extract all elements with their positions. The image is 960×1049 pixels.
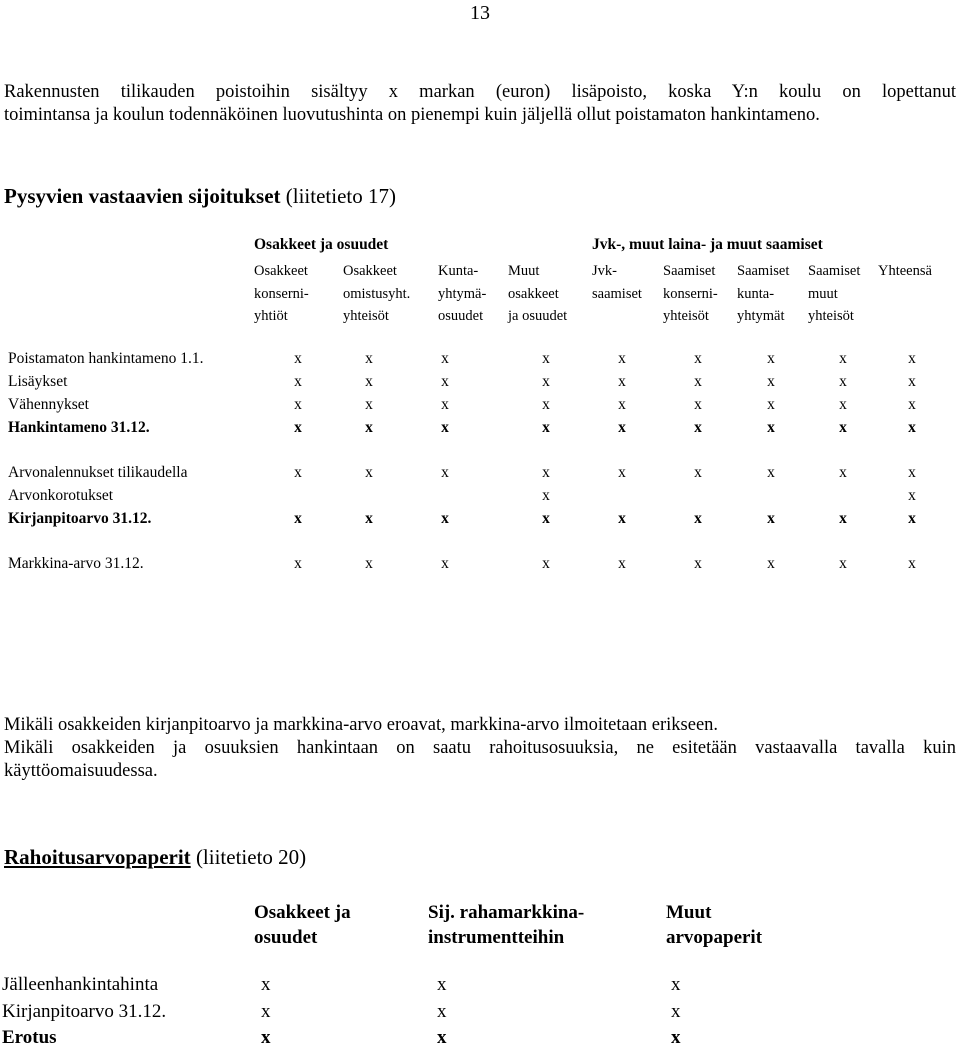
- table-cell: x: [908, 373, 916, 390]
- table-cell: x: [767, 350, 775, 367]
- intro-line-2: toimintansa ja koulun todennäköinen luovutushinta on pienempi kuin jäljellä ollut poistamaton hankintameno.: [4, 105, 820, 125]
- table-cell: x: [542, 419, 550, 436]
- table-cell: x: [437, 1027, 447, 1048]
- column-header-line: kunta-: [737, 285, 775, 302]
- column-header-line: muut: [808, 285, 838, 302]
- table-cell: x: [839, 373, 847, 390]
- column-header-line: omistusyht.: [343, 285, 411, 302]
- column-header-line: osakkeet: [508, 285, 559, 302]
- intro-line-1: Rakennusten tilikauden poistoihin sisältyy x markan (euron) lisäpoisto, koska Y:n koulu on lopettanut: [4, 82, 956, 102]
- table-cell: x: [908, 419, 916, 436]
- column-header-4: [508, 260, 567, 328]
- table-cell: x: [839, 555, 847, 572]
- table-cell: x: [839, 396, 847, 413]
- notes-line-3: käyttöomaisuudessa.: [4, 761, 158, 781]
- table-cell: x: [437, 1001, 447, 1022]
- notes-line-1: Mikäli osakkeiden kirjanpitoarvo ja markkina-arvo eroavat, markkina-arvo ilmoitetaan erikseen.: [4, 715, 719, 735]
- table-cell: x: [441, 350, 449, 367]
- table-cell: x: [441, 510, 449, 527]
- column-header-6: [663, 260, 718, 328]
- table-cell: x: [767, 396, 775, 413]
- row-label-market-value: Markkina-arvo 31.12.: [8, 555, 144, 572]
- table-cell: x: [694, 510, 702, 527]
- table-cell: x: [542, 396, 550, 413]
- fin-column-header-line: Osakkeet ja: [254, 902, 351, 923]
- column-header-line: yhteisöt: [808, 308, 854, 324]
- row-label-deductions: Vähennykset: [8, 396, 89, 413]
- table-cell: x: [441, 396, 449, 413]
- table-cell: x: [694, 464, 702, 481]
- table-cell: x: [294, 419, 302, 436]
- fin-column-header-2: [428, 900, 584, 950]
- table-cell: x: [542, 350, 550, 367]
- section1-title-rest: (liitetieto 17): [285, 184, 396, 208]
- table-cell: x: [618, 464, 626, 481]
- table-cell: x: [542, 510, 550, 527]
- column-header-3: [438, 260, 486, 328]
- column-header-8: [808, 260, 860, 328]
- column-header-line: yhtiöt: [254, 308, 288, 324]
- section1-title-bold: Pysyvien vastaavien sijoitukset: [4, 184, 281, 208]
- table-cell: x: [542, 555, 550, 572]
- column-header-line: Saamiset: [808, 263, 861, 279]
- table-cell: x: [441, 419, 449, 436]
- fin-column-header-3: [666, 900, 762, 950]
- table-cell: x: [694, 396, 702, 413]
- table-cell: x: [908, 464, 916, 481]
- fin-column-header-line: instrumentteihin: [428, 927, 565, 948]
- table-cell: x: [618, 373, 626, 390]
- page-number: 13: [470, 2, 490, 24]
- table-cell: x: [294, 373, 302, 390]
- table-cell: x: [618, 510, 626, 527]
- column-header-line: Jvk-: [592, 263, 617, 279]
- fin-row-label-difference: Erotus: [2, 1027, 57, 1048]
- table-cell: x: [618, 396, 626, 413]
- table-cell: x: [839, 510, 847, 527]
- table-cell: x: [542, 464, 550, 481]
- row-label-revaluations: Arvonkorotukset: [8, 487, 114, 504]
- table-cell: x: [261, 974, 271, 995]
- column-header-line: Saamiset: [737, 263, 790, 279]
- column-header-line: Osakkeet: [343, 263, 397, 279]
- group-header-shares: Osakkeet ja osuudet: [254, 236, 389, 253]
- table-cell: x: [908, 350, 916, 367]
- table-cell: x: [294, 510, 302, 527]
- column-header-9: [878, 260, 932, 283]
- table-cell: x: [365, 555, 373, 572]
- table-cell: x: [618, 419, 626, 436]
- section2-title: [4, 845, 306, 870]
- table-cell: x: [261, 1001, 271, 1022]
- fin-row-label-replacement-price: Jälleenhankintahinta: [2, 974, 159, 995]
- table-cell: x: [908, 555, 916, 572]
- column-header-line: yhtymät: [737, 308, 785, 324]
- table-cell: x: [261, 1027, 271, 1048]
- table-cell: x: [294, 555, 302, 572]
- table-cell: x: [294, 464, 302, 481]
- table-cell: x: [908, 487, 916, 504]
- table-cell: x: [908, 510, 916, 527]
- table-cell: x: [767, 464, 775, 481]
- table-cell: x: [839, 464, 847, 481]
- table-cell: x: [294, 350, 302, 367]
- table-cell: x: [294, 396, 302, 413]
- table-cell: x: [437, 974, 447, 995]
- table-cell: x: [671, 1001, 681, 1022]
- table-cell: x: [365, 396, 373, 413]
- section2-title-bold: Rahoitusarvopaperit: [4, 845, 191, 869]
- table-cell: x: [694, 555, 702, 572]
- row-label-acquisition-cost-end: Hankintameno 31.12.: [8, 419, 150, 436]
- column-header-7: [737, 260, 789, 328]
- fin-column-header-line: osuudet: [254, 927, 318, 948]
- row-label-acquisition-cost-start: Poistamaton hankintameno 1.1.: [8, 350, 204, 367]
- column-header-line: yhteisöt: [663, 308, 709, 324]
- column-header-line: saamiset: [592, 285, 642, 302]
- table-cell: x: [767, 555, 775, 572]
- table-cell: x: [839, 350, 847, 367]
- column-header-line: osuudet: [438, 308, 484, 324]
- fin-row-label-book-value: Kirjanpitoarvo 31.12.: [2, 1001, 167, 1022]
- fin-column-header-line: arvopaperit: [666, 927, 763, 948]
- row-label-additions: Lisäykset: [8, 373, 68, 390]
- table-cell: x: [365, 350, 373, 367]
- table-cell: x: [618, 555, 626, 572]
- column-header-line: yhteisöt: [343, 308, 389, 324]
- table-cell: x: [908, 396, 916, 413]
- table-cell: x: [441, 373, 449, 390]
- table-cell: x: [542, 373, 550, 390]
- row-label-book-value: Kirjanpitoarvo 31.12.: [8, 510, 152, 527]
- table-cell: x: [767, 510, 775, 527]
- column-header-line: yhtymä-: [438, 285, 487, 302]
- notes-line-2: Mikäli osakkeiden ja osuuksien hankintaan on saatu rahoitusosuuksia, ne esitetään vastaavalla tavalla kuin: [4, 738, 956, 758]
- column-header-line: Muut: [508, 263, 540, 279]
- column-header-1: [254, 260, 309, 328]
- column-header-line: konserni-: [663, 285, 718, 302]
- notes-paragraph: [4, 714, 956, 783]
- table-cell: x: [441, 555, 449, 572]
- column-header-line: Saamiset: [663, 263, 716, 279]
- table-cell: x: [365, 373, 373, 390]
- table-cell: x: [694, 373, 702, 390]
- table-cell: x: [365, 464, 373, 481]
- fin-column-header-1: [254, 900, 351, 950]
- row-label-write-downs: Arvonalennukset tilikaudella: [8, 464, 188, 481]
- section1-title: [4, 184, 396, 209]
- intro-paragraph: [4, 81, 956, 127]
- table-cell: x: [767, 373, 775, 390]
- table-cell: x: [839, 419, 847, 436]
- group-header-receivables: Jvk-, muut laina- ja muut saamiset: [592, 236, 823, 253]
- column-header-line: ja osuudet: [508, 308, 568, 324]
- column-header-5: [592, 260, 642, 305]
- table-cell: x: [542, 487, 550, 504]
- table-cell: x: [618, 350, 626, 367]
- column-header-2: [343, 260, 410, 328]
- fin-column-header-line: Sij. rahamarkkina-: [428, 902, 585, 923]
- column-header-line: Kunta-: [438, 263, 479, 279]
- table-cell: x: [441, 464, 449, 481]
- table-cell: x: [365, 510, 373, 527]
- section2-title-rest: (liitetieto 20): [195, 845, 307, 869]
- column-header-line: Osakkeet: [254, 263, 308, 279]
- table-cell: x: [767, 419, 775, 436]
- table-cell: x: [671, 1027, 681, 1048]
- column-header-line: konserni-: [254, 285, 309, 302]
- fin-column-header-line: Muut: [666, 902, 712, 923]
- column-header-line: Yhteensä: [878, 263, 932, 279]
- table-cell: x: [671, 974, 681, 995]
- table-cell: x: [365, 419, 373, 436]
- table-cell: x: [694, 419, 702, 436]
- table-cell: x: [694, 350, 702, 367]
